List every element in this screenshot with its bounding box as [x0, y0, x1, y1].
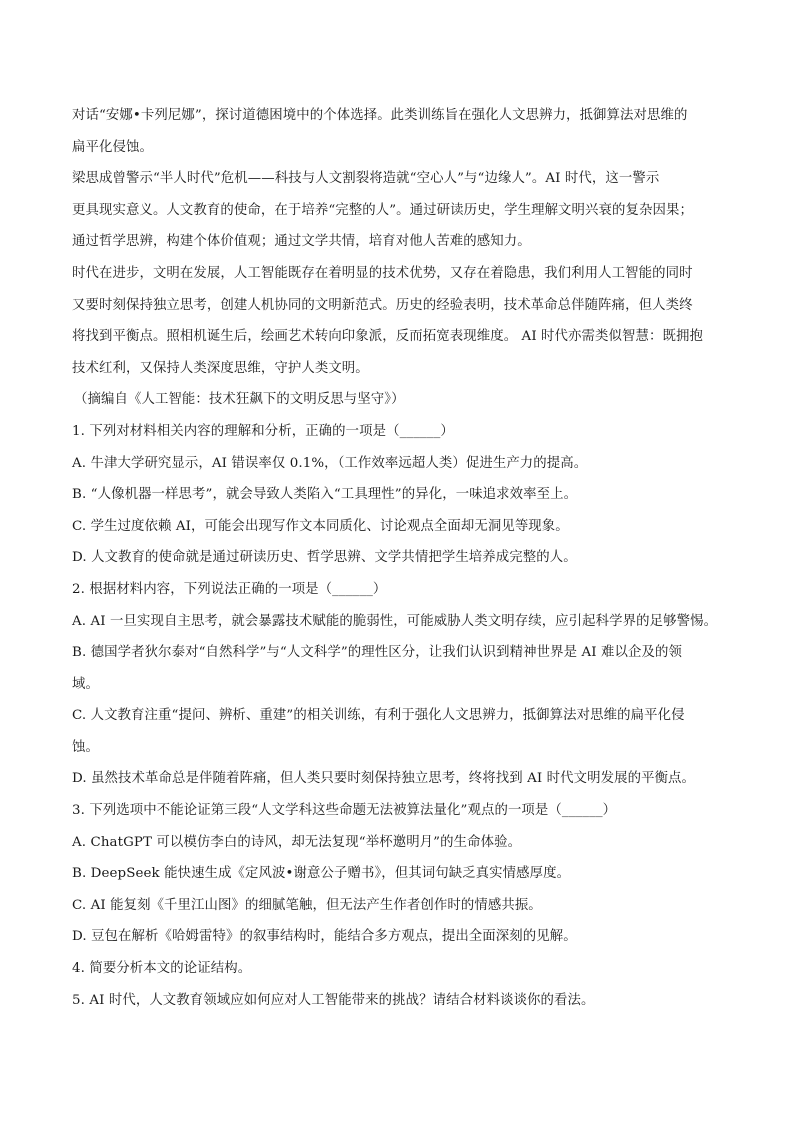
- option-a: A. ChatGPT 可以模仿李白的诗风，却无法复现“举杯邀明月”的生命体验。: [72, 834, 522, 850]
- exam-page: [72, 100, 732, 1016]
- text-line: 更具现实意义。人文教育的使命，在于培养“完整的人”。通过研读历史，学生理解文明兴衰的复杂因果；: [72, 202, 693, 218]
- question-4: [72, 953, 732, 985]
- option-c: C. 人文教育注重“提问、辨析、重建”的相关训练，有利于强化人文思辨力，抵御算法对思维的扁平化侵: [72, 708, 685, 724]
- text-line: 技术红利，又保持人类深度思维，守护人类文明。: [72, 360, 369, 376]
- option-a: A. AI 一旦实现自主思考，就会暴露技术赋能的脆弱性，可能威胁人类文明存续，应引起科学界的足够警惕。: [72, 613, 718, 629]
- question-5: [72, 985, 732, 1017]
- option-b: B. “人像机器一样思考”，就会导致人类陷入“工具理性”的异化，一味追求效率至上。: [72, 487, 578, 503]
- passage-source: （摘编自《人工智能：技术狂飙下的文明反思与坚守》）: [74, 392, 405, 408]
- passage-paragraph: [72, 100, 732, 163]
- text-line: 又要时刻保持独立思考，创建人机协同的文明新范式。历史的经验表明，技术革命总伴随阵痛，但人类终: [72, 297, 693, 313]
- question-stem: 3. 下列选项中不能论证第三段“人文学科这些命题无法被算法量化”观点的一项是（______）: [72, 803, 617, 819]
- option-c-continued: 蚀。: [72, 739, 99, 755]
- option-c: C. 学生过度依赖 AI，可能会出现写作文本同质化、讨论观点全面却无洞见等现象。: [72, 518, 569, 534]
- question-stem: 4. 简要分析本文的论证结构。: [72, 961, 252, 977]
- option-d: D. 人文教育的使命就是通过研读历史、哲学思辨、文学共情把学生培养成完整的人。: [72, 550, 577, 566]
- option-d: D. 虽然技术革命总是伴随着阵痛，但人类只要时刻保持独立思考，终将找到 AI 时代文明发展的平衡点。: [72, 771, 696, 787]
- text-line: 通过哲学思辨，构建个体价值观；通过文学共情，培育对他人苦难的感知力。: [72, 234, 531, 250]
- question-stem: 5. AI 时代，人文教育领域应如何应对人工智能带来的挑战？请结合材料谈谈你的看法。: [72, 992, 595, 1008]
- text-line: 时代在进步，文明在发展，人工智能既存在着明显的技术优势，又存在着隐患，我们利用人工智能的同时: [72, 265, 693, 281]
- text-line: 对话“安娜•卡列尼娜”，探讨道德困境中的个体选择。此类训练旨在强化人文思辨力，抵御算法对思维的: [72, 108, 688, 123]
- question-3: [72, 795, 732, 953]
- option-a: A. 牛津大学研究显示，AI 错误率仅 0.1%，（工作效率远超人类）促进生产力的提高。: [72, 455, 588, 471]
- option-b: B. 德国学者狄尔泰对“自然科学”与“人文科学”的理性区分，让我们认识到精神世界是 AI 难以企及的领: [72, 645, 682, 661]
- text-line: 将找到平衡点。照相机诞生后，绘画艺术转向印象派，反而拓宽表现维度。 AI 时代亦需类似智慧：既拥抱: [72, 329, 703, 345]
- passage-paragraph: [72, 163, 732, 258]
- text-line: 梁思成曾警示“半人时代”危机——科技与人文割裂将造就“空心人”与“边缘人”。AI 时代，这一警示: [72, 171, 660, 187]
- option-b-continued: 域。: [72, 676, 99, 692]
- passage-paragraph: [72, 258, 732, 384]
- option-b: B. DeepSeek 能快速生成《定风波•谢意公子赠书》，但其词句缺乏真实情感厚度。: [72, 866, 571, 882]
- question-stem: 2. 根据材料内容，下列说法正确的一项是（______）: [72, 581, 387, 597]
- text-line: 扁平化侵蚀。: [72, 139, 153, 155]
- option-d: D. 豆包在解析《哈姆雷特》的叙事结构时，能结合多方观点，提出全面深刻的见解。: [72, 929, 577, 945]
- question-2: [72, 574, 732, 795]
- question-1: [72, 416, 732, 574]
- question-stem: 1. 下列对材料相关内容的理解和分析，正确的一项是（______）: [72, 423, 454, 439]
- option-c: C. AI 能复刻《千里江山图》的细腻笔触，但无法产生作者创作时的情感共振。: [72, 897, 542, 913]
